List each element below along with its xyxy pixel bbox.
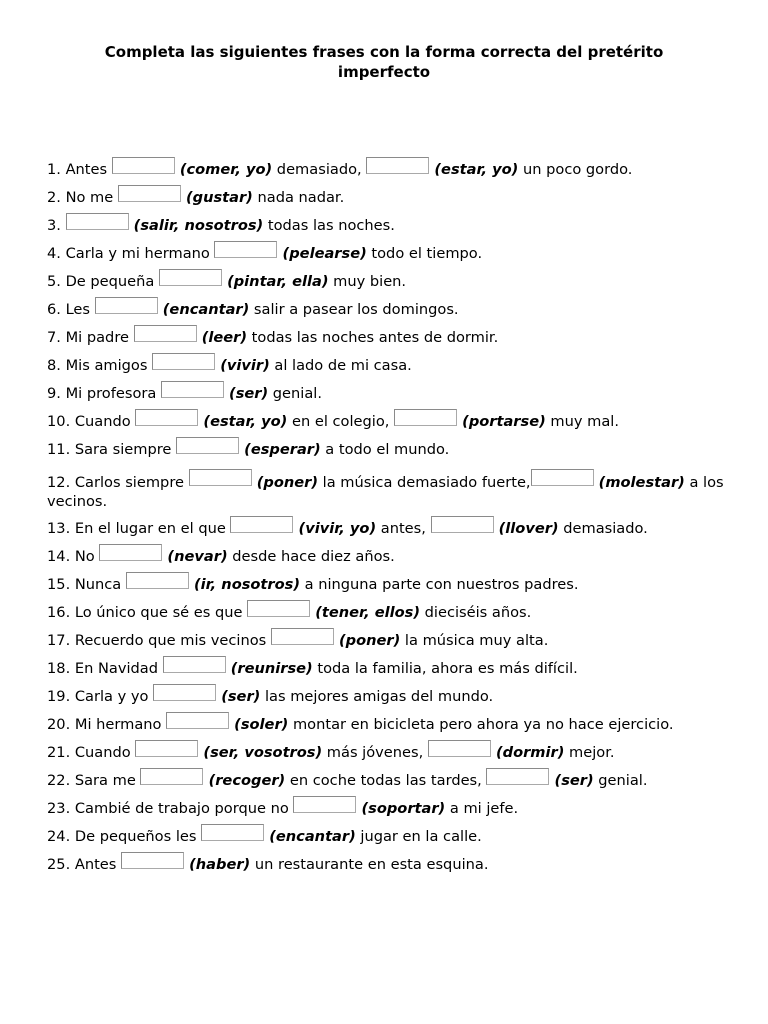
exercise-item-9 xyxy=(47,380,737,408)
exercise-item-5 xyxy=(47,268,737,296)
answer-field-7-1[interactable] xyxy=(134,325,197,342)
verb-hint: (haber) xyxy=(184,856,251,873)
verb-hint: (comer, yo) xyxy=(174,161,273,178)
sentence-text: jugar en la calle. xyxy=(355,828,482,845)
sentence-text: desde hace diez años. xyxy=(227,548,395,565)
sentence-text: 14. No xyxy=(47,548,100,565)
exercise-item-22 xyxy=(47,767,737,795)
exercise-item-2 xyxy=(47,184,737,212)
sentence-text: en el colegio, xyxy=(287,413,395,430)
verb-hint: (nevar) xyxy=(162,548,228,565)
exercise-item-25 xyxy=(47,851,737,879)
sentence-text: 25. Antes xyxy=(47,856,122,873)
exercise-item-10 xyxy=(47,408,737,436)
answer-field-11-1[interactable] xyxy=(176,437,239,454)
answer-field-23-1[interactable] xyxy=(293,796,356,813)
sentence-text: 12. Carlos siempre xyxy=(47,474,189,491)
sentence-text: a los vecinos. xyxy=(47,474,724,510)
verb-hint: (encantar) xyxy=(157,301,250,318)
sentence-text: a ninguna parte con nuestros padres. xyxy=(300,576,579,593)
sentence-text: salir a pasear los domingos. xyxy=(249,301,459,318)
sentence-text: toda la familia, ahora es más difícil. xyxy=(312,660,578,677)
answer-field-15-1[interactable] xyxy=(126,572,189,589)
verb-hint: (soportar) xyxy=(356,800,446,817)
verb-hint: (llover) xyxy=(493,520,559,537)
verb-hint: (estar, yo) xyxy=(198,413,288,430)
sentence-text: montar en bicicleta pero ahora ya no hace ejercicio. xyxy=(288,716,674,733)
sentence-text: muy bien. xyxy=(328,273,407,290)
answer-field-24-1[interactable] xyxy=(201,824,264,841)
verb-hint: (salir, nosotros) xyxy=(128,217,264,234)
exercise-item-14 xyxy=(47,543,737,571)
verb-hint: (estar, yo) xyxy=(429,161,519,178)
sentence-text: las mejores amigas del mundo. xyxy=(260,688,494,705)
sentence-text: 7. Mi padre xyxy=(47,329,134,346)
sentence-text: 9. Mi profesora xyxy=(47,385,161,402)
sentence-text: más jóvenes, xyxy=(322,744,428,761)
answer-field-12-2[interactable] xyxy=(531,469,594,486)
sentence-text: 10. Cuando xyxy=(47,413,136,430)
exercise-item-8 xyxy=(47,352,737,380)
exercise-item-7 xyxy=(47,324,737,352)
sentence-text: en coche todas las tardes, xyxy=(285,772,487,789)
exercise-item-20 xyxy=(47,711,737,739)
answer-field-22-1[interactable] xyxy=(140,768,203,785)
verb-hint: (pintar, ella) xyxy=(221,273,329,290)
sentence-text: 24. De pequeños les xyxy=(47,828,202,845)
sentence-text: dieciséis años. xyxy=(420,604,532,621)
sentence-text: a todo el mundo. xyxy=(320,441,450,458)
answer-field-6-1[interactable] xyxy=(95,297,158,314)
answer-field-13-2[interactable] xyxy=(431,516,494,533)
sentence-text: todas las noches. xyxy=(263,217,395,234)
answer-field-14-1[interactable] xyxy=(99,544,162,561)
verb-hint: (molestar) xyxy=(593,474,685,491)
sentence-text: genial. xyxy=(593,772,648,789)
verb-hint: (poner) xyxy=(333,632,401,649)
exercise-item-16 xyxy=(47,599,737,627)
sentence-text: 15. Nunca xyxy=(47,576,126,593)
answer-field-10-1[interactable] xyxy=(135,409,198,426)
answer-field-25-1[interactable] xyxy=(121,852,184,869)
exercise-item-12 xyxy=(47,464,737,515)
answer-field-1-1[interactable] xyxy=(112,157,175,174)
sentence-text: demasiado, xyxy=(272,161,367,178)
verb-hint: (ir, nosotros) xyxy=(188,576,300,593)
verb-hint: (recoger) xyxy=(203,772,286,789)
verb-hint: (leer) xyxy=(196,329,248,346)
verb-hint: (gustar) xyxy=(180,189,253,206)
sentence-text: 6. Les xyxy=(47,301,95,318)
sentence-text: 18. En Navidad xyxy=(47,660,163,677)
sentence-text: 2. No me xyxy=(47,189,118,206)
verb-hint: (encantar) xyxy=(264,828,356,845)
sentence-text: 17. Recuerdo que mis vecinos xyxy=(47,632,271,649)
sentence-text: demasiado. xyxy=(558,520,648,537)
verb-hint: (tener, ellos) xyxy=(310,604,421,621)
sentence-text: 21. Cuando xyxy=(47,744,136,761)
sentence-text: 5. De pequeña xyxy=(47,273,159,290)
answer-field-9-1[interactable] xyxy=(161,381,224,398)
exercise-item-11 xyxy=(47,436,737,464)
verb-hint: (ser) xyxy=(549,772,594,789)
exercise-item-3 xyxy=(47,212,737,240)
exercise-item-15 xyxy=(47,571,737,599)
sentence-text: 22. Sara me xyxy=(47,772,141,789)
verb-hint: (ser, vosotros) xyxy=(198,744,323,761)
exercise-list xyxy=(47,156,737,879)
verb-hint: (pelearse) xyxy=(277,245,367,262)
sentence-text: muy mal. xyxy=(545,413,619,430)
sentence-text: todo el tiempo. xyxy=(366,245,483,262)
exercise-item-23 xyxy=(47,795,737,823)
worksheet-title: Completa las siguientes frases con la forma correcta del pretérito imperfecto xyxy=(104,43,664,81)
sentence-text: 19. Carla y yo xyxy=(47,688,154,705)
answer-field-4-1[interactable] xyxy=(214,241,277,258)
exercise-item-1 xyxy=(47,156,737,184)
verb-hint: (poner) xyxy=(251,474,319,491)
answer-field-19-1[interactable] xyxy=(153,684,216,701)
sentence-text: 13. En el lugar en el que xyxy=(47,520,231,537)
answer-field-18-1[interactable] xyxy=(163,656,226,673)
exercise-item-24 xyxy=(47,823,737,851)
answer-field-16-1[interactable] xyxy=(247,600,310,617)
sentence-text: nada nadar. xyxy=(252,189,345,206)
answer-field-8-1[interactable] xyxy=(152,353,215,370)
sentence-text: al lado de mi casa. xyxy=(269,357,412,374)
sentence-text: 20. Mi hermano xyxy=(47,716,167,733)
verb-hint: (dormir) xyxy=(490,744,565,761)
answer-field-21-1[interactable] xyxy=(135,740,198,757)
verb-hint: (soler) xyxy=(229,716,289,733)
sentence-text: la música muy alta. xyxy=(400,632,549,649)
sentence-text: 23. Cambié de trabajo porque no xyxy=(47,800,294,817)
answer-field-3-1[interactable] xyxy=(66,213,129,230)
sentence-text: la música demasiado fuerte, xyxy=(318,474,531,491)
sentence-text: 1. Antes xyxy=(47,161,112,178)
verb-hint: (portarse) xyxy=(457,413,546,430)
sentence-text: todas las noches antes de dormir. xyxy=(247,329,499,346)
exercise-item-17 xyxy=(47,627,737,655)
sentence-text: 8. Mis amigos xyxy=(47,357,153,374)
exercise-item-21 xyxy=(47,739,737,767)
sentence-text: un poco gordo. xyxy=(518,161,633,178)
exercise-item-6 xyxy=(47,296,737,324)
exercise-item-19 xyxy=(47,683,737,711)
exercise-item-13 xyxy=(47,515,737,543)
sentence-text: genial. xyxy=(268,385,322,402)
answer-field-10-2[interactable] xyxy=(394,409,457,426)
verb-hint: (esperar) xyxy=(239,441,321,458)
answer-field-17-1[interactable] xyxy=(271,628,334,645)
verb-hint: (vivir) xyxy=(215,357,270,374)
verb-hint: (vivir, yo) xyxy=(293,520,377,537)
answer-field-2-1[interactable] xyxy=(118,185,181,202)
answer-field-13-1[interactable] xyxy=(230,516,293,533)
answer-field-22-2[interactable] xyxy=(486,768,549,785)
answer-field-21-2[interactable] xyxy=(428,740,491,757)
verb-hint: (ser) xyxy=(216,688,261,705)
sentence-text: a mi jefe. xyxy=(445,800,519,817)
verb-hint: (ser) xyxy=(223,385,269,402)
verb-hint: (reunirse) xyxy=(225,660,313,677)
sentence-text: 11. Sara siempre xyxy=(47,441,177,458)
sentence-text: mejor. xyxy=(564,744,615,761)
answer-field-20-1[interactable] xyxy=(166,712,229,729)
sentence-text: 3. xyxy=(47,217,66,234)
answer-field-1-2[interactable] xyxy=(366,157,429,174)
exercise-item-4 xyxy=(47,240,737,268)
exercise-item-18 xyxy=(47,655,737,683)
answer-field-5-1[interactable] xyxy=(159,269,222,286)
sentence-text: antes, xyxy=(376,520,431,537)
sentence-text: un restaurante en esta esquina. xyxy=(250,856,489,873)
sentence-text: 4. Carla y mi hermano xyxy=(47,245,215,262)
answer-field-12-1[interactable] xyxy=(189,469,252,486)
sentence-text: 16. Lo único que sé es que xyxy=(47,604,248,621)
